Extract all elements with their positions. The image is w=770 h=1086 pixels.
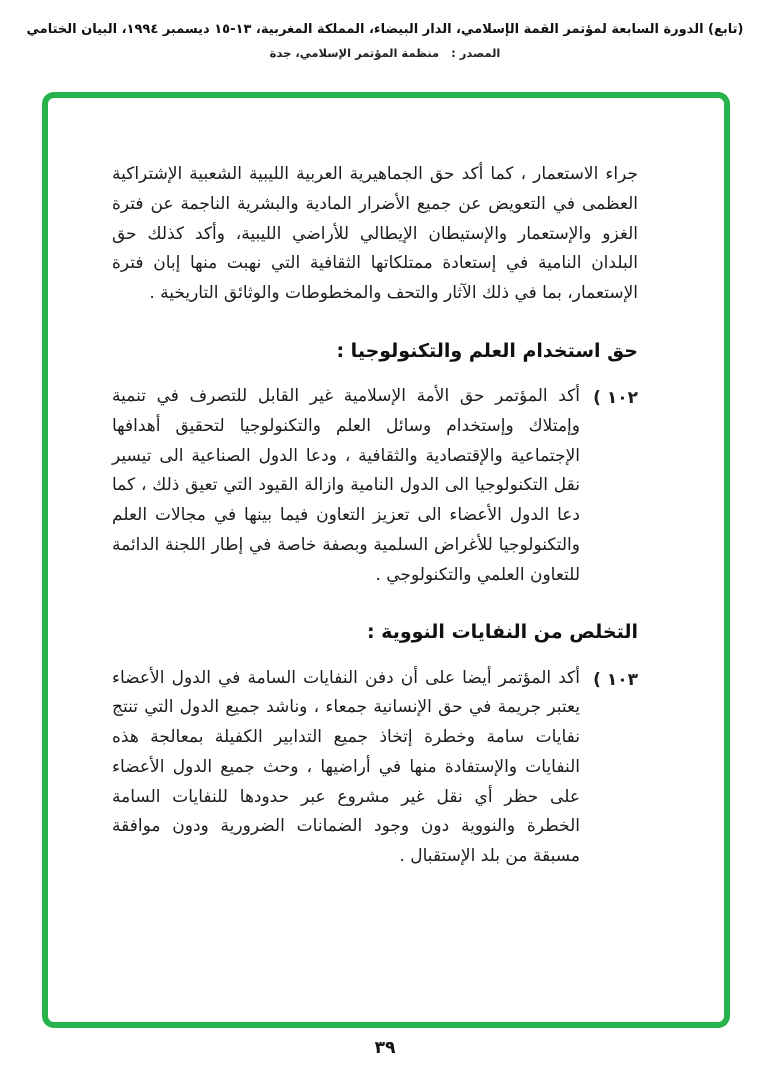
source-label: المصدر : <box>451 46 501 60</box>
document-body <box>112 160 638 872</box>
paragraph-text: أكد المؤتمر حق الأمة الإسلامية غير القابل للتصرف في تنمية وإمتلاك وإستخدام وسائل العلم والتكنولوجيا لتحقيق أهدافها الإجتماعية والإقتصادية والثقافية ، ودعا الدول الصناعية الى تيسير نقل التكنولوجيا الى الدول النامية وازالة القيود التي تعيق ذلك ، كما دعا الدول الأعضاء الى تعزيز التعاون فيما بينها في مجالات العلم والتكنولوجيا للأغراض السلمية وبصفة خاصة في إطار اللجنة الدائمة للتعاون العلمي والتكنولوجي . <box>112 386 580 585</box>
document-header <box>0 22 770 60</box>
header-source-line <box>0 46 770 60</box>
section-heading-nuclear-waste: التخلص من النفايات النووية : <box>366 621 638 644</box>
paragraph-103 <box>112 664 638 872</box>
paragraph-text: أكد المؤتمر أيضا على أن دفن النفايات السامة في الدول الأعضاء يعتبر جريمة في حق الإنسانية جمعاء ، وناشد جميع الدول التي تنتج نفايات سامة وخطرة إتخاذ جميع التدابير الكفيلة بمعالجة هذه النفايات والإستفادة منها في أراضيها ، وحث جميع الدول الأعضاء على حظر أي نقل غير مشروع عبر حدودها للنفايات السامة الخطرة والنووية دون وجود الضمانات الضرورية ودون موافقة مسبقة من بلد الإستقبال . <box>112 667 580 866</box>
document-border-frame <box>42 92 730 1028</box>
paragraph-number: ١٠٢ ) <box>593 388 638 408</box>
paragraph-102 <box>112 382 638 590</box>
source-value: منظمة المؤتمر الإسلامي، جدة <box>269 46 440 60</box>
header-title: (تابع) الدورة السابعة لمؤتمر القمة الإسلامي، الدار البيضاء، المملكة المغربية، ١٣-١٥ ديسمبر ١٩٩٤، البيان الختامي <box>26 22 744 37</box>
page-number: ٣٩ <box>374 1038 396 1058</box>
paragraph-number: ١٠٣ ) <box>593 669 638 690</box>
intro-paragraph: جراء الاستعمار ، كما أكد حق الجماهيرية العربية الليبية الشعبية الإشتراكية العظمى في التعويض عن جميع الأضرار المادية والبشرية الناجمة عن فترة الغزو والإستعمار والإستيطان الإيطالي للأراضي الليبية، وأكد كذلك حق البلدان النامية في إستعادة ممتلكاتها الثقافية التي نهبت منها إبان فترة الإستعمار، بما في ذلك الآثار والتحف والمخطوطات والوثائق التاريخية . <box>112 164 638 303</box>
section-heading-science-technology: حق استخدام العلم والتكنولوجيا : <box>336 339 638 362</box>
